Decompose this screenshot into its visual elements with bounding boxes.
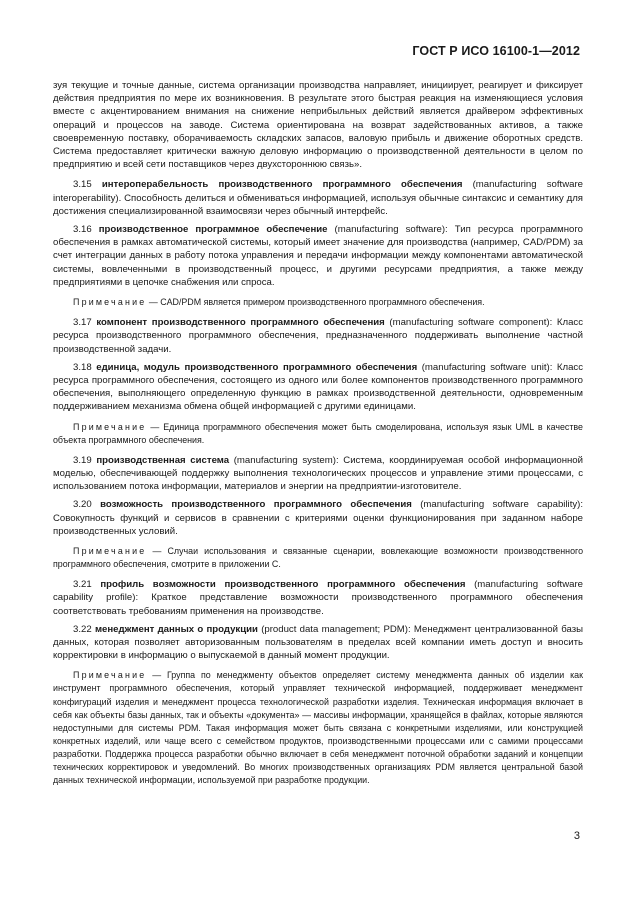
note-3-22 xyxy=(53,669,583,787)
entry-text: (product data management; PDM): Менеджмент централизованной базы данных, которая позволяет авторизованным пользователям в пределах всей компании иметь доступ и вносить корректировки в информацию о выпускаемой в данный момент продукции. xyxy=(53,623,583,662)
entry-term: профиль возможности производственного программного обеспечения xyxy=(100,579,466,591)
entry-number: 3.18 xyxy=(73,361,92,373)
entry-text: (manufacturing system): Система, координируемая особой информационной моделью, обеспечивающей поддержку выполнения технологических процессов и управление этими процессами, с использованием потока информации, материалов и энергии на предприятии-изготовителе. xyxy=(53,454,583,493)
entry-text: (manufacturing software capability): Совокупность функций и сервисов в сравнении с критериями оценки функционирования при заданном наборе производственных условий. xyxy=(53,499,584,537)
intro-paragraph: зуя текущие и точные данные, система организации производства направляет, инициирует, реагирует и фиксирует действия предприятия по мере их возникновения. В результате этого быстрая реакция на изменяющиеся условия вместе с акцентированием внимания на снижение неприбыльных действий является драйвером эффективных операций и процессов на заводе. Система ориентирована на возврат задействованных активов, а также своевременную поставку, оборачиваемость складских запасов, валовую прибыль и движение оборотных средств. Система предоставляет критически важную деловую информацию о производственной деятельности в целом по предприятию и всей сети поставщиков через двухстороннюю связь». xyxy=(53,80,583,171)
note-text: CAD/PDM является примером производственного программного обеспечения. xyxy=(160,297,485,308)
note-dash: — xyxy=(146,297,161,308)
note-text: Единица программного обеспечения может быть смоделирована, используя язык UML в качестве объекта программного обеспечения. xyxy=(53,421,583,445)
note-text: Случаи использования и связанные сценарии, вовлекающие возможности производственного программного обеспечения, смотрите в приложении С. xyxy=(53,545,584,570)
entry-term: менеджмент данных о продукции xyxy=(94,623,258,635)
note-label: Примечание xyxy=(73,297,147,308)
note-text: Группа по менеджменту объектов определяет систему менеджмента данных об изделии как инструмент программного обеспечения, который управляет технической информацией, поддерживает менеджмент конфигураций изделия и менеджмент процесса технологической разработки изделия. Техническая информация включает в себя как объекты базы данных, так и объекты «документа» — массивы информации, хранящейся в файлах, которые являются недоступными для системы PDM. Такая информация может быть связана с конкретными изделиями, или конструкцией конкретных изделий, или чаще всего с семейством продуктов, производственными процессами или с самими процессами разработки. Поддержка процесса разработки обычно включает в себя менеджмент поточной обработки заданий и концепции технических корректировок и уведомлений. Во многих производственных организациях PDM является центральной базой данных технической информации, используемой при разработке продукции. xyxy=(53,670,583,786)
entry-term: единица, модуль производственного программного обеспечения xyxy=(96,361,418,373)
note-3-16 xyxy=(53,296,583,309)
definition-3-18 xyxy=(53,361,583,414)
entry-text: (manufacturing software): Тип ресурса программного обеспечения в рамках автоматической системы, который имеет значение для производства (например, CAD/PDM) за счет интеграции данных в работу потока управления и передачи информации между компонентами автоматической системы, вовлеченными в производственный процесс, и другими ресурсами предприятия, а также между предприятиями в цепочке снабжения или спроса. xyxy=(53,224,584,288)
note-label: Примечание xyxy=(73,421,147,432)
definition-3-22 xyxy=(53,623,583,663)
entry-number: 3.15 xyxy=(73,179,92,191)
entry-text: (manufacturing software capability profile): Краткое представление возможности производственного программного обеспечения соответствовать требованиям применения на производстве. xyxy=(53,579,583,617)
entry-term: компонент производственного программного обеспечения xyxy=(96,317,385,329)
entry-term: интероперабельность производственного программного обеспечения xyxy=(101,179,463,191)
entry-number: 3.19 xyxy=(73,454,92,466)
note-3-18 xyxy=(53,421,583,447)
entry-text: (manufacturing software component): Класс ресурса производственного программного обеспечения, предназначенного поддерживать выполнение частной производственной задачи. xyxy=(53,317,584,355)
definition-3-19 xyxy=(53,454,583,494)
entry-number: 3.17 xyxy=(73,317,92,329)
note-label: Примечание xyxy=(73,670,147,681)
page-content xyxy=(53,79,583,787)
note-label: Примечание xyxy=(73,545,147,556)
entry-text: (manufacturing software interoperability). Способность делиться и обмениваться информацией, используя обычные синтаксис и семантику для достижения специализированной взаимосвязи через обычный интерфейс. xyxy=(53,179,583,217)
entry-term: возможность производственного программного обеспечения xyxy=(100,499,412,511)
entry-term: производственная система xyxy=(96,454,230,466)
definition-3-15 xyxy=(53,178,583,218)
note-3-20 xyxy=(53,545,583,571)
page-number: 3 xyxy=(573,830,580,842)
definition-3-17 xyxy=(53,316,583,356)
entry-text: (manufacturing software unit): Класс ресурса программного обеспечения, состоящего из одного или более компонентов производственного программного обеспечения, выполняющего определенную функцию в рамках производственной деятельности, одновременным поддерживанием механизма обмена общей информацией с другими единицами. xyxy=(53,361,584,413)
entry-term: производственное программное обеспечение xyxy=(98,224,328,236)
definition-3-16 xyxy=(53,223,583,289)
entry-number: 3.16 xyxy=(73,224,92,236)
entry-number: 3.21 xyxy=(73,579,92,591)
definition-3-21 xyxy=(53,578,583,618)
note-dash: — xyxy=(146,670,167,681)
entry-number: 3.22 xyxy=(73,623,92,635)
definition-3-20 xyxy=(53,498,583,538)
note-dash: — xyxy=(146,545,168,556)
standard-header: ГОСТ Р ИСО 16100-1—2012 xyxy=(412,44,580,58)
entry-number: 3.20 xyxy=(73,499,92,511)
note-dash: — xyxy=(146,421,164,432)
